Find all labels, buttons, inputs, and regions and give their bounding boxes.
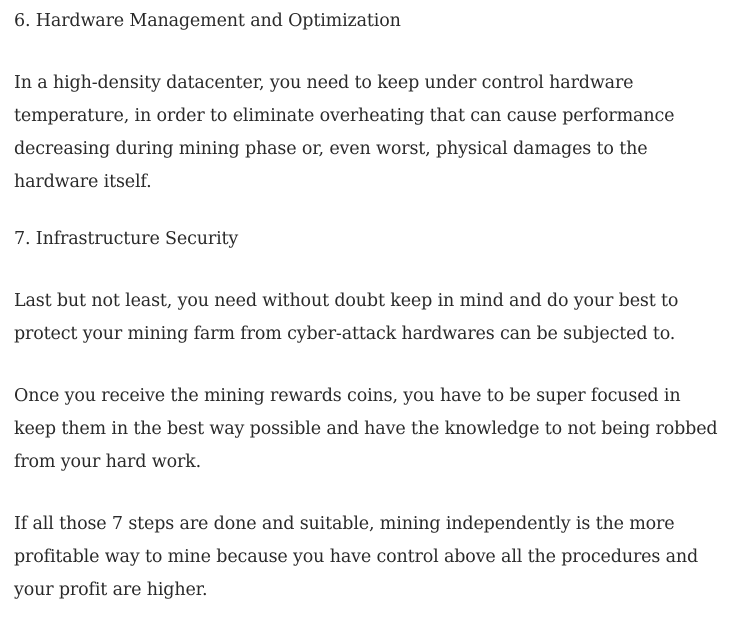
paragraph: If all those 7 steps are done and suitable, mining independently is the more profitable way to mine because you have control above all the procedures and your profit are higher.	[14, 514, 699, 600]
section-heading: 6. Hardware Management and Optimization	[14, 11, 401, 31]
section-heading: 7. Infrastructure Security	[14, 229, 239, 249]
paragraph: Once you receive the mining rewards coins, you have to be super focused in keep them in the best way possible and have the knowledge to not being robbed from your hard work.	[14, 386, 718, 472]
paragraph: In a high-density datacenter, you need to keep under control hardware temperature, in order to eliminate overheating that can cause performance decreasing during mining phase or, even worst, physical damages to the hardware itself.	[14, 73, 675, 192]
article-body	[14, 0, 724, 636]
paragraph: Last but not least, you need without doubt keep in mind and do your best to protect your mining farm from cyber-attack hardwares can be subjected to.	[14, 291, 679, 344]
